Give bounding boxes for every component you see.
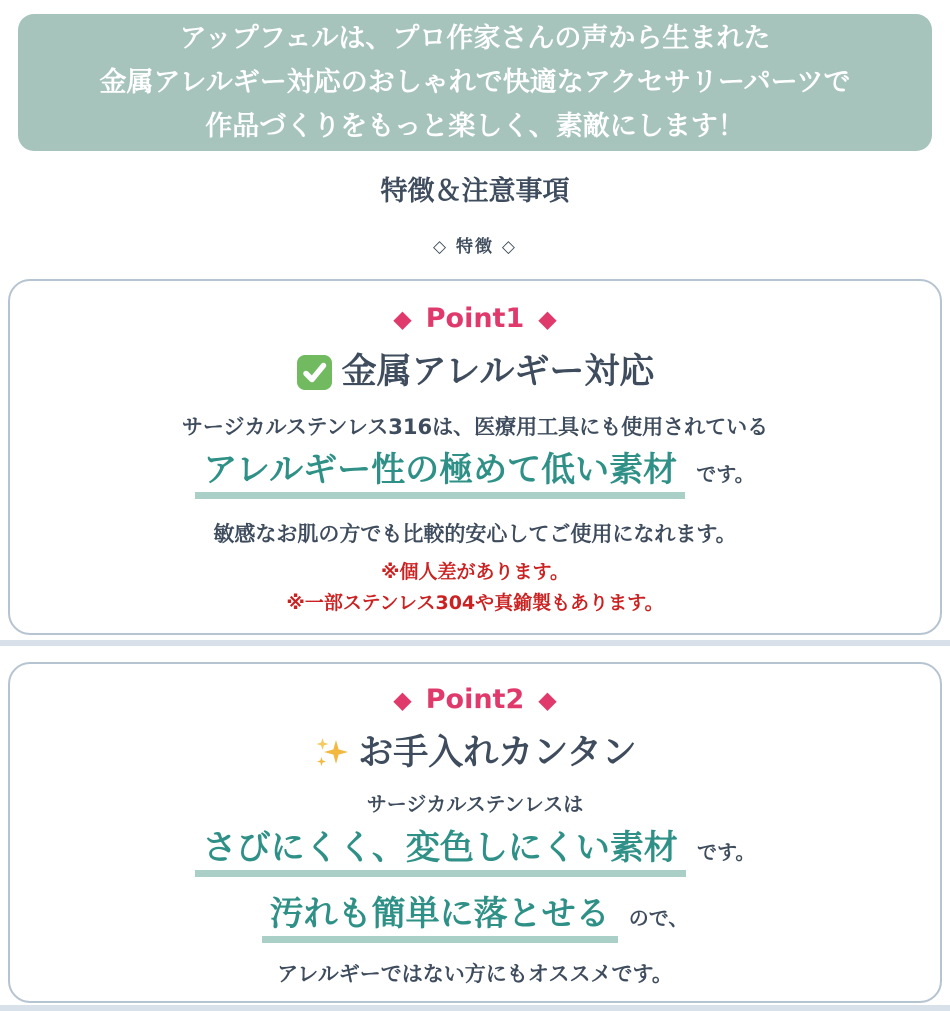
point1-label-text: Point1 bbox=[425, 303, 525, 334]
point1-note: 敏感なお肌の方でも比較的安心してご使用になれます。 bbox=[213, 522, 737, 546]
section-subtitle: ◇ 特徴 ◇ bbox=[433, 237, 517, 257]
product-description-page bbox=[0, 14, 950, 1011]
point2-heading-text: お手入れカンタン bbox=[358, 733, 637, 773]
point1-label bbox=[22, 303, 928, 335]
banner-line-2: 金属アレルギー対応のおしゃれで快適なアクセサリーパーツで bbox=[99, 66, 851, 98]
green-check-icon bbox=[296, 354, 333, 391]
point2-highlight-em-2: 汚れも簡単に落とせる bbox=[262, 894, 618, 943]
diamond-icon: ◆ bbox=[538, 686, 557, 714]
point2-heading bbox=[22, 732, 928, 774]
point1-heading-text: 金属アレルギー対応 bbox=[341, 352, 655, 392]
point1-heading bbox=[22, 351, 928, 393]
sparkles-icon bbox=[313, 735, 349, 771]
point1-warning-2: ※一部ステンレス304や真鍮製もあります。 bbox=[286, 592, 664, 614]
point1-card bbox=[8, 279, 942, 635]
point1-highlight-em: アレルギー性の極めて低い素材 bbox=[195, 450, 685, 499]
point2-note: アレルギーではない方にもオススメです。 bbox=[277, 962, 673, 986]
banner-line-3: 作品づくりをもっと楽しく、素敵にします！ bbox=[205, 110, 745, 142]
point2-highlight-suffix-2: ので、 bbox=[628, 906, 689, 930]
diamond-icon: ◆ bbox=[393, 305, 412, 333]
section-divider-band bbox=[0, 1005, 950, 1011]
point2-highlight-row-2 bbox=[22, 888, 928, 946]
point2-card bbox=[8, 662, 942, 1003]
section-divider-band bbox=[0, 640, 950, 646]
point2-highlight-em-1: さびにくく、変色しにくい素材 bbox=[195, 828, 686, 877]
diamond-icon: ◆ bbox=[538, 305, 557, 333]
section-title: 特徴＆注意事項 bbox=[380, 176, 570, 207]
point2-highlight-suffix-1: です。 bbox=[697, 840, 756, 864]
point2-highlight-row-1 bbox=[22, 822, 928, 880]
diamond-icon: ◆ bbox=[393, 686, 412, 714]
point2-label-text: Point2 bbox=[425, 684, 525, 715]
intro-banner bbox=[18, 14, 932, 151]
banner-line-1: アップフェルは、プロ作家さんの声から生まれた bbox=[179, 22, 771, 54]
point1-highlight-suffix: です。 bbox=[696, 462, 755, 486]
point1-highlight-row bbox=[22, 444, 928, 502]
point2-intro: サージカルステンレスは bbox=[366, 792, 584, 816]
point1-intro: サージカルステンレス316は、医療用工具にも使用されている bbox=[181, 415, 769, 439]
point1-warning-1: ※個人差があります。 bbox=[381, 561, 569, 583]
point2-label bbox=[22, 684, 928, 716]
